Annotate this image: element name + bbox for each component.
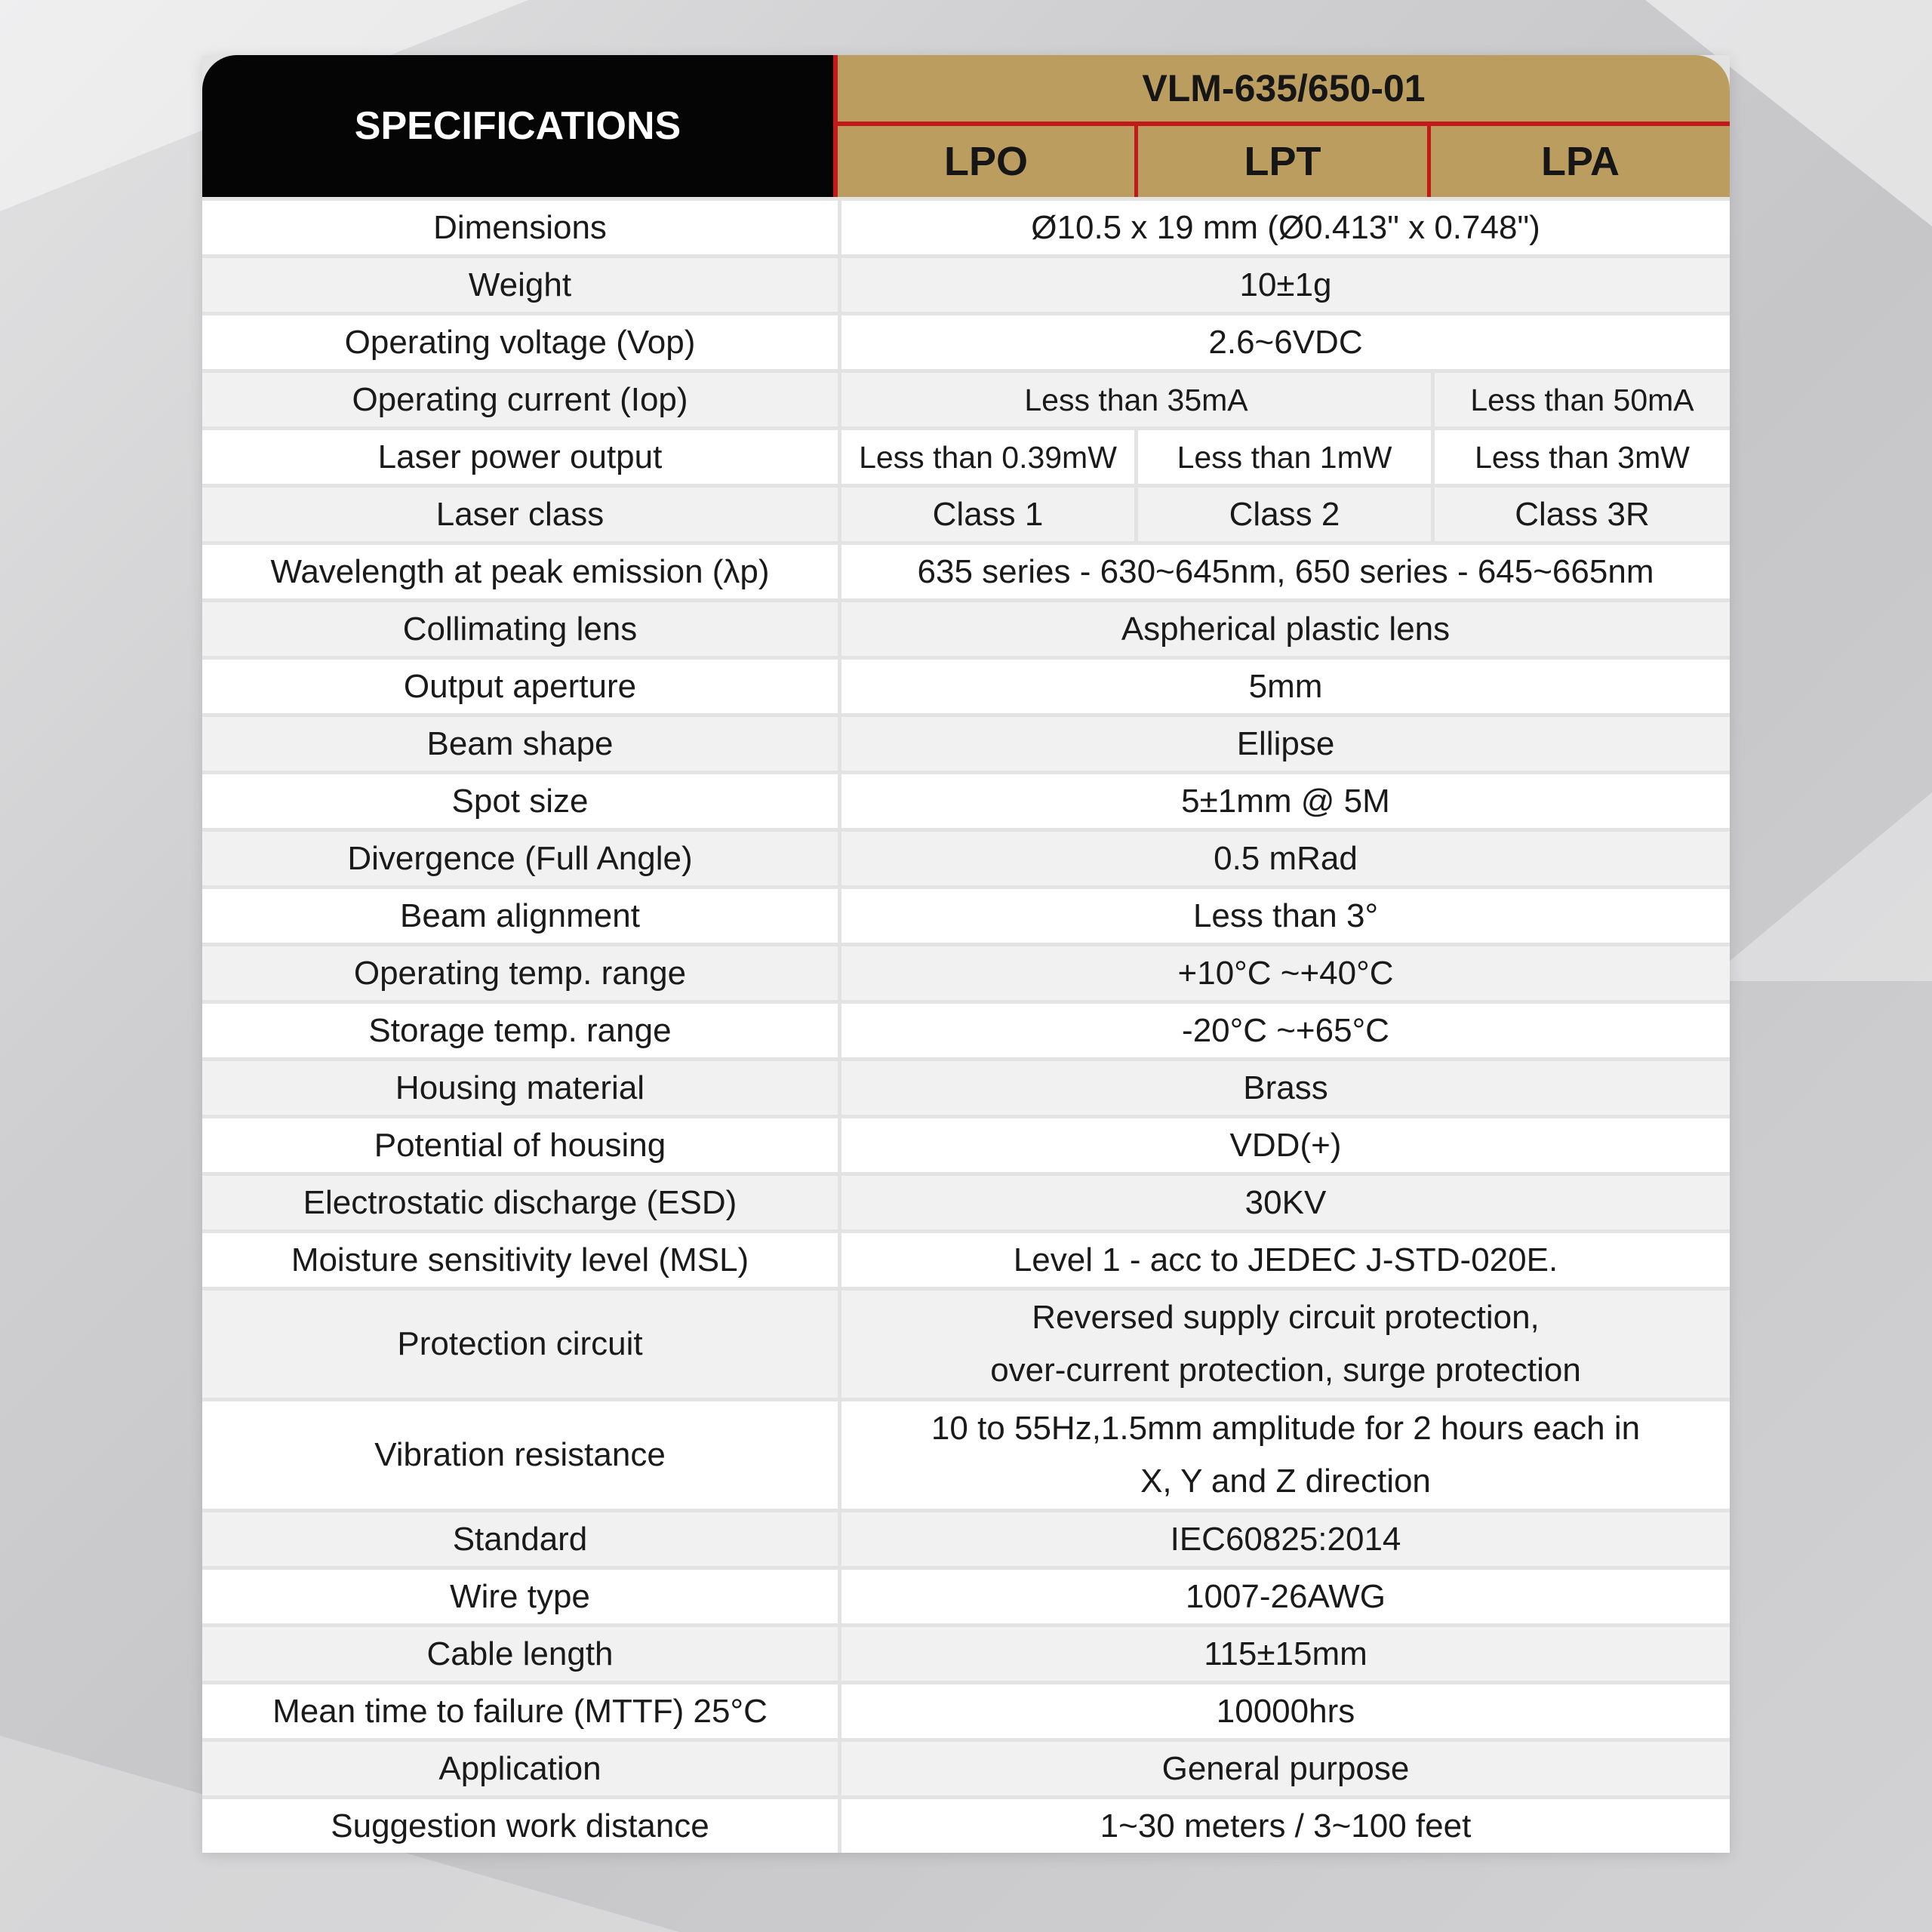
row-label: Collimating lens [202,598,838,656]
table-row [202,312,1730,369]
row-value: VDD(+) [838,1115,1730,1172]
table-row [202,1681,1730,1738]
variant-lpt: LPT [1134,126,1431,197]
row-value: Ø10.5 x 19 mm (Ø0.413" x 0.748") [838,197,1730,254]
row-value [838,1287,1730,1398]
variant-lpa: LPA [1431,126,1730,197]
table-row [202,1623,1730,1681]
row-value: 2.6~6VDC [838,312,1730,369]
row-label: Cable length [202,1623,838,1681]
row-label: Divergence (Full Angle) [202,828,838,885]
row-value: +10°C ~+40°C [838,943,1730,1000]
table-row [202,541,1730,598]
row-value-lpt: Less than 1mW [1134,426,1431,484]
row-label: Storage temp. range [202,1000,838,1057]
row-label: Operating current (Iop) [202,369,838,426]
row-label: Weight [202,254,838,312]
row-value: 115±15mm [838,1623,1730,1681]
row-value: 30KV [838,1172,1730,1229]
background-shape [1706,792,1932,981]
row-value-lpa: Less than 50mA [1431,369,1730,426]
row-label: Laser class [202,484,838,541]
table-row [202,1172,1730,1229]
table-row [202,885,1730,943]
row-label: Wavelength at peak emission (λp) [202,541,838,598]
row-value-lpo-lpt: Less than 35mA [838,369,1431,426]
table-row [202,1509,1730,1566]
row-value-line: X, Y and Z direction [1140,1463,1431,1500]
table-row [202,943,1730,1000]
table-row [202,369,1730,426]
row-label: Beam shape [202,713,838,771]
table-row [202,1115,1730,1172]
row-label: Laser power output [202,426,838,484]
row-value-line: Reversed supply circuit protection, [1032,1299,1540,1336]
table-row [202,828,1730,885]
row-value: 0.5 mRad [838,828,1730,885]
row-value: IEC60825:2014 [838,1509,1730,1566]
spec-title: SPECIFICATIONS [202,55,838,197]
row-value: 1007-26AWG [838,1566,1730,1623]
table-row [202,771,1730,828]
row-label: Potential of housing [202,1115,838,1172]
row-value-lpa: Less than 3mW [1431,426,1730,484]
row-label: Electrostatic discharge (ESD) [202,1172,838,1229]
table-row [202,1229,1730,1287]
row-label: Application [202,1738,838,1795]
row-value-lpt: Class 2 [1134,484,1431,541]
table-row [202,1057,1730,1115]
table-row [202,254,1730,312]
row-value: 1~30 meters / 3~100 feet [838,1795,1730,1853]
table-row [202,1795,1730,1853]
table-row [202,1287,1730,1398]
row-value-lpo: Less than 0.39mW [838,426,1134,484]
table-row [202,713,1730,771]
row-label: Operating voltage (Vop) [202,312,838,369]
row-value-lpo: Class 1 [838,484,1134,541]
row-value: Level 1 - acc to JEDEC J-STD-020E. [838,1229,1730,1287]
row-label: Standard [202,1509,838,1566]
row-value: 5mm [838,656,1730,713]
row-label: Output aperture [202,656,838,713]
row-label: Spot size [202,771,838,828]
row-value-lpa: Class 3R [1431,484,1730,541]
table-row [202,1566,1730,1623]
row-label: Operating temp. range [202,943,838,1000]
table-row [202,484,1730,541]
model-name: VLM-635/650-01 [838,55,1730,126]
table-row [202,598,1730,656]
row-value: 635 series - 630~645nm, 650 series - 645~665nm [838,541,1730,598]
row-label: Beam alignment [202,885,838,943]
table-row [202,426,1730,484]
table-row [202,656,1730,713]
table-row [202,1000,1730,1057]
row-value-line: over-current protection, surge protection [990,1352,1581,1389]
row-value: Less than 3° [838,885,1730,943]
row-value: Brass [838,1057,1730,1115]
row-label: Housing material [202,1057,838,1115]
row-value [838,1398,1730,1509]
spec-table [202,55,1730,1853]
row-value: 10000hrs [838,1681,1730,1738]
row-label: Moisture sensitivity level (MSL) [202,1229,838,1287]
row-value: Ellipse [838,713,1730,771]
row-value-line: 10 to 55Hz,1.5mm amplitude for 2 hours each in [931,1410,1641,1447]
table-row [202,1738,1730,1795]
variant-lpo: LPO [838,126,1134,197]
row-label: Vibration resistance [202,1398,838,1509]
row-value: General purpose [838,1738,1730,1795]
row-label: Protection circuit [202,1287,838,1398]
table-row [202,1398,1730,1509]
row-label: Mean time to failure (MTTF) 25°C [202,1681,838,1738]
row-value: Aspherical plastic lens [838,598,1730,656]
row-label: Dimensions [202,197,838,254]
row-value: 5±1mm @ 5M [838,771,1730,828]
row-label: Wire type [202,1566,838,1623]
row-label: Suggestion work distance [202,1795,838,1853]
row-value: -20°C ~+65°C [838,1000,1730,1057]
row-value: 10±1g [838,254,1730,312]
spec-table-container [202,55,1730,1853]
table-row [202,197,1730,254]
